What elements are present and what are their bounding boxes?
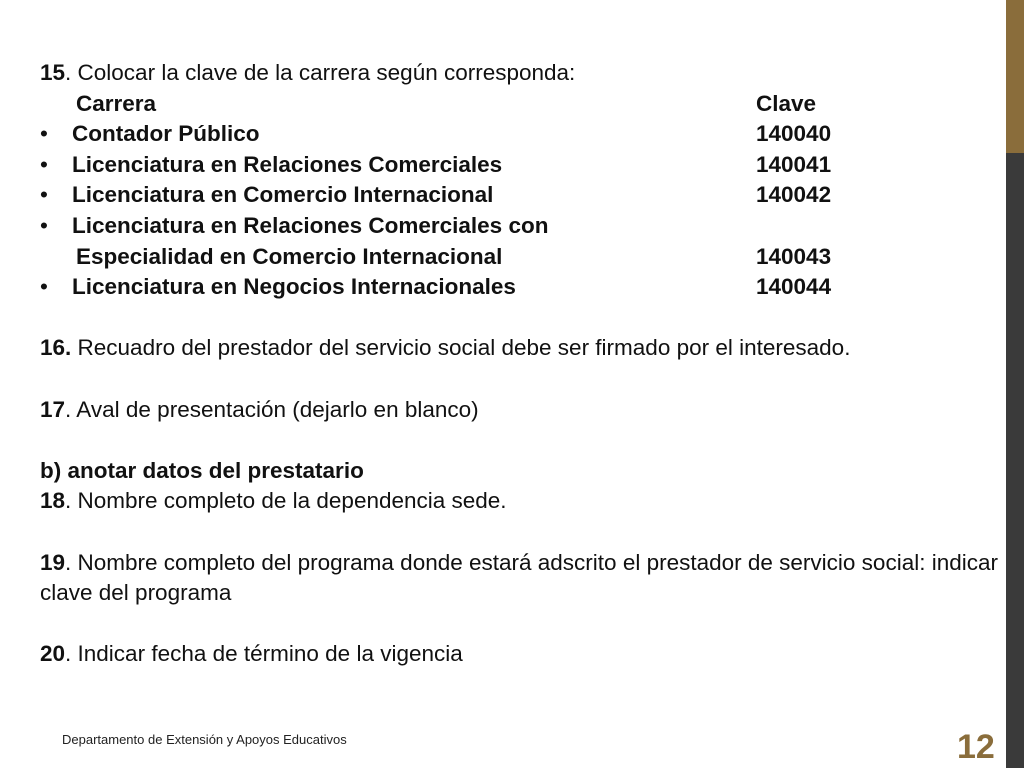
item-number: 17 [40,396,66,422]
spacer [40,517,1000,548]
career-name: Licenciatura en Negocios Internacionales [72,274,516,300]
career-name: Licenciatura en Relaciones Comerciales [72,151,503,177]
spacer [40,425,1000,456]
item-number: 18 [40,488,66,514]
career-name: Licenciatura en Comercio Internacional [72,182,494,208]
item-text: Recuadro del prestador del servicio social debe ser firmado por el interesado. [71,335,851,361]
career-code: 140042 [756,182,832,208]
slide-content [40,58,1000,670]
career-name-continuation: Especialidad en Comercio Internacional [76,243,503,269]
accent-bar-bottom [1006,153,1024,768]
spacer [40,364,1000,395]
item-number: 19 [40,549,66,575]
section-b-heading: b) anotar datos del prestatario [40,457,364,483]
header-career: Carrera [76,90,157,116]
item-19 [40,548,1000,609]
career-row-continuation [40,242,1000,273]
header-code: Clave [756,90,817,116]
career-code: 140044 [756,274,832,300]
footer-department: Departamento de Extensión y Apoyos Educativos [62,732,347,747]
item-text: . Nombre completo del programa donde estará adscrito el prestador de servicio social: indicar clave del programa [40,549,998,606]
item-15 [40,58,1000,89]
bullet: • [40,121,48,147]
item-16 [40,333,1000,364]
item-text: . Nombre completo de la dependencia sede. [65,488,507,514]
bullet: • [40,274,48,300]
item-text: . Indicar fecha de término de la vigencia [65,641,463,667]
item-20 [40,639,1000,670]
career-row [40,211,1000,242]
career-row [40,180,1000,211]
career-row [40,272,1000,303]
bullet: • [40,151,48,177]
item-number: 20 [40,641,66,667]
career-code: 140041 [756,151,832,177]
career-table-header [40,89,1000,120]
item-17 [40,395,1000,426]
bullet: • [40,212,48,238]
spacer [40,303,1000,334]
career-code: 140040 [756,121,832,147]
page-number: 12 [957,728,995,766]
spacer [40,609,1000,640]
bullet: • [40,182,48,208]
item-text: . Aval de presentación (dejarlo en blanco) [65,396,479,422]
career-code: 140043 [756,243,832,269]
career-name: Contador Público [72,121,260,147]
item-text: . Colocar la clave de la carrera según corresponda: [65,60,576,85]
item-number: 15 [40,60,66,85]
accent-bar-top [1006,0,1024,153]
item-18 [40,486,1000,517]
career-row [40,150,1000,181]
item-number: 16. [40,335,72,361]
career-name: Licenciatura en Relaciones Comerciales con [72,212,549,238]
career-row [40,119,1000,150]
